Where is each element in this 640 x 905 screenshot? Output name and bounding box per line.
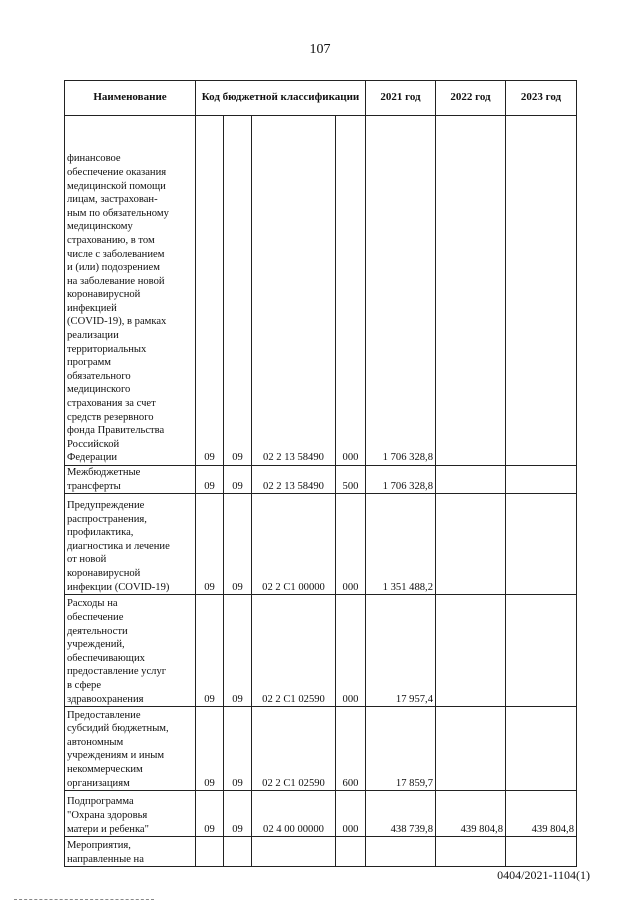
header-2022: 2022 год	[436, 81, 506, 116]
row-value-2023	[506, 116, 577, 466]
row-value-2023	[506, 707, 577, 791]
row-value-2023	[506, 466, 577, 494]
row-code-type: 600	[336, 707, 366, 791]
row-value-2023	[506, 595, 577, 707]
row-value-2021: 1 706 328,8	[366, 466, 436, 494]
header-code: Код бюджетной классификации	[196, 81, 366, 116]
table-row	[65, 494, 577, 595]
row-code-type: 000	[336, 494, 366, 595]
row-code-type: 500	[336, 466, 366, 494]
header-2023: 2023 год	[506, 81, 577, 116]
row-code-type: 000	[336, 116, 366, 466]
row-value-2023: 439 804,8	[506, 791, 577, 837]
table-header-row	[65, 81, 577, 116]
row-code-subsection: 09	[224, 494, 252, 595]
row-code-target: 02 4 00 00000	[252, 791, 336, 837]
row-value-2021: 1 351 488,2	[366, 494, 436, 595]
bottom-scan-rule	[14, 899, 154, 900]
row-value-2023	[506, 494, 577, 595]
table-row	[65, 791, 577, 837]
row-code-target: 02 2 13 58490	[252, 466, 336, 494]
row-code-type	[336, 837, 366, 867]
row-code-subsection: 09	[224, 116, 252, 466]
row-code-target: 02 2 C1 02590	[252, 707, 336, 791]
row-value-2022	[436, 116, 506, 466]
row-value-2022	[436, 494, 506, 595]
row-code-subsection: 09	[224, 595, 252, 707]
row-name: Мероприятия, направленные на	[65, 837, 196, 867]
row-value-2022	[436, 466, 506, 494]
row-code-target: 02 2 13 58490	[252, 116, 336, 466]
row-value-2022	[436, 707, 506, 791]
row-name: Подпрограмма "Охрана здоровья матери и ребенка"	[65, 791, 196, 837]
row-name: Межбюджетные трансферты	[65, 466, 196, 494]
row-code-target	[252, 837, 336, 867]
row-code-section: 09	[196, 707, 224, 791]
row-code-section: 09	[196, 595, 224, 707]
row-value-2023	[506, 837, 577, 867]
row-code-subsection: 09	[224, 791, 252, 837]
row-code-type: 000	[336, 791, 366, 837]
row-value-2022	[436, 595, 506, 707]
page-number: 107	[309, 42, 331, 57]
row-code-type: 000	[336, 595, 366, 707]
row-value-2022	[436, 837, 506, 867]
header-name: Наименование	[65, 81, 196, 116]
row-value-2021: 17 859,7	[366, 707, 436, 791]
row-name: Предоставление субсидий бюджетным, автономным учреждениям и иным некоммерческим организациям	[65, 707, 196, 791]
row-code-section	[196, 837, 224, 867]
row-value-2021: 438 739,8	[366, 791, 436, 837]
row-value-2021	[366, 837, 436, 867]
row-code-section: 09	[196, 494, 224, 595]
table-row	[65, 466, 577, 494]
row-value-2021: 1 706 328,8	[366, 116, 436, 466]
row-code-subsection: 09	[224, 707, 252, 791]
table-row	[65, 595, 577, 707]
row-code-section: 09	[196, 116, 224, 466]
row-code-target: 02 2 C1 02590	[252, 595, 336, 707]
row-value-2021: 17 957,4	[366, 595, 436, 707]
row-name: финансовое обеспечение оказания медицинской помощи лицам, застрахован- ным по обязательному медицинскому страхованию, в том числе с заболеванием и (или) подозрением на заболевание новой коронавирусной инфекцией (COVID-19), в рамках реализации территориальных программ обязательного медицинского страхования за счет средств резервного фонда Правительства Российской Федерации	[65, 116, 196, 466]
row-code-target: 02 2 C1 00000	[252, 494, 336, 595]
row-code-section: 09	[196, 791, 224, 837]
table-row	[65, 837, 577, 867]
document-registration-code: 0404/2021-1104(1)	[497, 868, 590, 882]
row-value-2022: 439 804,8	[436, 791, 506, 837]
row-name: Предупреждение распространения, профилактика, диагностика и лечение от новой коронавирусной инфекции (COVID-19)	[65, 494, 196, 595]
row-code-subsection	[224, 837, 252, 867]
table-row	[65, 116, 577, 466]
row-name: Расходы на обеспечение деятельности учреждений, обеспечивающих предоставление услуг в сфере здравоохранения	[65, 595, 196, 707]
row-code-section: 09	[196, 466, 224, 494]
row-code-subsection: 09	[224, 466, 252, 494]
budget-table	[64, 80, 577, 867]
table-row	[65, 707, 577, 791]
header-2021: 2021 год	[366, 81, 436, 116]
